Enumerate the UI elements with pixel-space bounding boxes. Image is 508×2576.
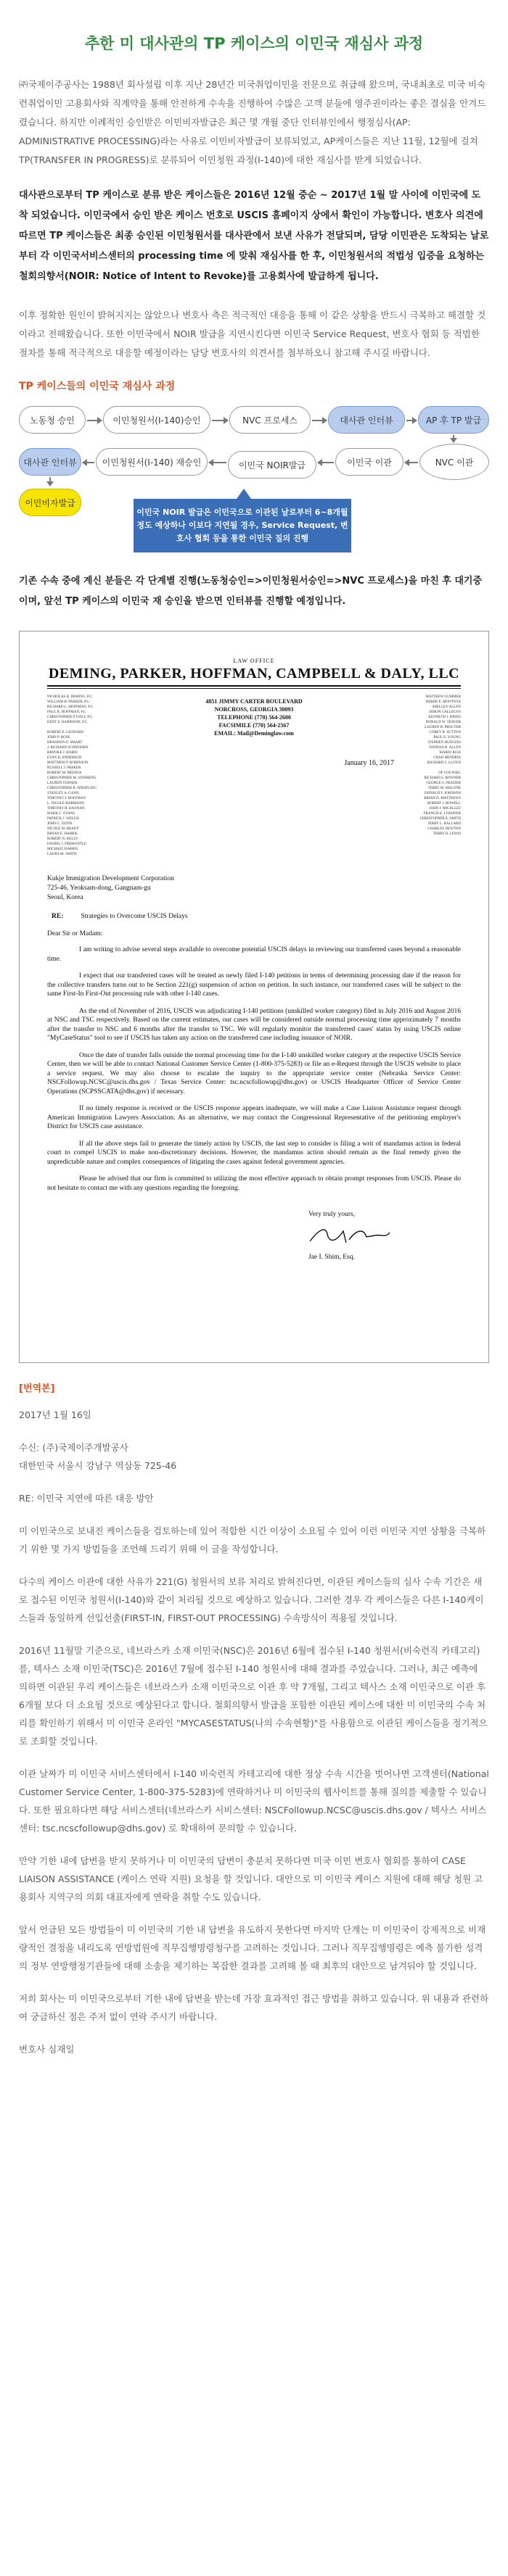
partner-name: JOHN P. ROSE [47, 736, 70, 740]
letter-closing: Very truly yours, [308, 1211, 356, 1218]
flow-arrow [405, 462, 418, 463]
letter-paragraph: If all the above steps fail to generate the timely action by USCIS, the last step to consider is filing a writ of mandamus action in federal court to compel USCIS to make non-discretionary decisions. However, the mandamus action should remain as the final remedy given the unpredictable nature and complex consequences of litigating the cases against federal government agencies. [47, 1140, 461, 1166]
partner-name: MARIO RUIZ [439, 751, 461, 755]
partner-name: BRIAN D. MATTHEWS [424, 797, 461, 800]
partner-name: BROOKE J. BAIRD [47, 751, 78, 755]
partner-name: TIMOTHY J. HOFFMAN [47, 797, 86, 800]
partner-name: NICOLE M. BRADY [47, 827, 80, 831]
partner-name: CHRISTOPHER M. STEPHENS [47, 776, 97, 780]
partner-name: MATTHEW GUMMER [425, 695, 461, 699]
letter-recipient [47, 874, 461, 903]
partner-name: RICHARD L. HOFFMAN, P.C. [47, 705, 94, 709]
status-paragraph: 기존 수속 중에 계신 분들은 각 단계별 진행(노동청승인=>이민청원서승인=>NVC 프로세스)을 마친 후 대기중이며, 앞선 TP 케이스의 이민국 재 승인을 받으면 인터뷰를 진행할 예정입니다. [19, 576, 483, 607]
partner-name: MATTHEW P. ROBINSON [47, 761, 89, 765]
recipient-line: 725-46, Yeoksam-dong, Gangnam-gu [47, 885, 151, 892]
translation-recipient: 수신: (주)국제이주개발공사 대한민국 서울시 강남구 역삼동 725-46 [19, 1442, 177, 1471]
partner-name: PAUL D. YOUNG [433, 736, 461, 740]
flow-node-labor-approval: 노동청 승인 [19, 406, 86, 434]
partner-name: JOHN J. MICALLEF [429, 807, 461, 811]
partner-name: RICHARD S. BOWNER [424, 776, 461, 780]
re-text: Strategies to Overcome USCIS Delays [81, 913, 188, 920]
letter-paragraph: Please be advised that our firm is committed to utilizing the most effective approach to obtain prompt responses from USCIS. Please do not hesitate to contact me with any questions regarding the foregoing. [47, 1175, 461, 1192]
letter-paragraph: I expect that our transferred cases will be treated as newly filed I-140 petitions in terms of determining processing date if the reason for the collective transfers turns out to be Section 221(g) suspension of action on petition. In such instance, our transferred cases will be subject to the same First-In First-Out processing rule with other I-140 cases. [47, 972, 461, 998]
partner-name: BRANDON E. SMART [47, 741, 83, 745]
process-heading: TP 케이스들의 이민국 재심사 과정 [19, 381, 176, 392]
partner-name: TERRY M. MALONE [427, 787, 461, 790]
partner-name: NATHAN R. ALLEN [429, 746, 461, 750]
letter-date: January 16, 2017 [344, 759, 394, 767]
letter-partners-right [394, 695, 461, 857]
re-label: RE: [52, 913, 64, 920]
partner-name: WILLIAM B. PARKER, P.C. [47, 700, 91, 704]
letter-body [47, 945, 461, 1193]
partner-name: OF COUNSEL [438, 771, 461, 775]
letter-firm-name: DEMING, PARKER, HOFFMAN, CAMPBELL & DALY, LLC [48, 666, 460, 682]
partner-name [394, 766, 461, 771]
letter-partners-left [47, 695, 114, 857]
partner-name: SIMON GALLEGOS [429, 711, 461, 714]
translation-subject: RE: 이민국 지연에 따른 대응 방안 [19, 1493, 154, 1504]
partner-name: JOHN C. DUNN [47, 822, 73, 826]
intro-paragraph-1: ㈜국제이주공사는 1988년 회사설립 이후 지난 28년간 미국취업이민을 전문으로 취급해 왔으며, 국내최초로 미국 비숙련취업이민 고용회사와 직계약을 통해 안전하게 수속을 진행하여 수많은 고객 분들에 영주권이라는 좋은 결실을 안겨드렸습니다. 하지만 이례적인 승인받은 이민비자발급은 최근 몇 개월 중단 인터뷰인에서 행정심사(AP: ADMINISTRATIVE PROCESSING)라는 사유로 이민비자발급이 보류되었고, AP케이스들은 지난 11월, 12월에 걸쳐 TP(TRANSFER IN PROGRESS)로 분류되어 이민청원 과정(I-140)에 대한 재심사를 받게 되었습니다. [19, 79, 486, 165]
process-flowchart [19, 400, 489, 554]
translation-paragraph: 다수의 케이스 이관에 대한 사유가 221(G) 청원서의 보류 처리로 밝혀진다면, 이관된 케이스들의 심사 수속 기간은 새로 접수된 이민국 청원서(I-140)와 같이 처리될 것으로 예상하고 있습니다. 그러한 경우 각 케이스들은 다른 I-140케이스들과 동일하게 선입선출(FIRST-IN, FIRST-OUT PROCESSING) 수속방식이 적용될 것입니다. [19, 1576, 484, 1623]
partner-name [47, 725, 114, 730]
flow-arrow [209, 462, 226, 463]
partner-name: LAURA M. SMITH [47, 853, 77, 856]
partner-name: KENT E. HARRISON, P.C. [47, 721, 89, 724]
partner-name: LAUREN TURNER [47, 782, 78, 785]
partner-name: EVAN B. ANDERSON [47, 756, 82, 760]
letter-divider [47, 685, 461, 687]
flow-arrow [212, 420, 228, 421]
translation-paragraph: 2016년 11월말 기준으로, 네브라스카 소재 이민국(NSC)은 2016년 6월에 접수된 I-140 청원서(비숙련직 카테고리)를, 텍사스 소재 이민국(TSC)은 2016년 7월에 접수된 I-140 청원서에 대해 결과를 주었습니다. 그러나, 최근 예측에 의하면 이관된 우리 케이스들은 네브라스카 소재 이민국으로 이관 후 약 7개월, 그리고 텍사스 소재 이민국으로 이관 후 6개월 보다 더 소요될 것으로 예상된다고 합니다. 철회의향서 발급을 포함한 이관된 케이스에 대한 미 이민국의 수속 처리를 확인하기 위해서 미 이민국 온라인 "MYCASESTATUS(나의 수속현황)"를 사용함으로 이관된 케이스들을 정기적으로 조회할 것입니다. [19, 1645, 488, 1747]
partner-name: CHARLES NEWTON [427, 827, 461, 831]
partner-name: DONALD W. TRAVER [425, 721, 461, 724]
letter-subject [47, 913, 461, 920]
letter-header [47, 695, 461, 857]
recipient-line: Kukje Immigration Development Corporation [47, 875, 174, 882]
partner-name: CHAD HENDRIX [433, 756, 461, 760]
attorney-letter-image [19, 631, 489, 1363]
partner-name: ROBERT E. LEONARD [47, 731, 84, 734]
page-title: 추한 미 대사관의 TP 케이스의 이민국 재심사 과정 [84, 35, 424, 52]
flow-node-uscis-transfer: 이민국 이관 [335, 448, 403, 476]
flow-node-i140-reapproval: 이민청원서(I-140) 재승인 [96, 448, 208, 476]
translation-paragraph: 미 이민국으로 보내진 케이스들을 검토하는데 있어 적합한 시간 이상이 소요될 수 있어 이런 이민국 지연 상황을 극복하기 위한 몇 가지 방법들을 조언해 드리기 위해 이 글을 작성합니다. [19, 1525, 486, 1554]
letter-paragraph: I am writing to advise several steps available to overcome potential USCIS delays in reviewing our transferred cases beyond a reasonable time. [47, 946, 461, 963]
translation-heading: [번역본] [19, 1383, 55, 1394]
partner-name: RUSSELL J. PARKER [47, 766, 81, 770]
flow-node-i140-approval: 이민청원서(I-140)승인 [103, 406, 210, 434]
partner-name: NICHOLAS B. DEMING, P.C. [47, 695, 93, 699]
partner-name: MARK C. EVANS [47, 812, 75, 816]
letter-paragraph: As the end of November of 2016, USCIS was adjudicating I-140 petitions (unskilled worker category) filed in July 2016 and August 2016 at NSC and TSC respectively. Based on the current estimates, our cases will be considered outside normal processing time approximately 7 months after the transfer to NSC and 6 months after the transfer to TSC. We will regularly monitor the transferred cases' status by using USCIS online "MyCaseStatus" tool to see if USCIS has taken any action on the transferred case including issuance of NOIR. [47, 1007, 461, 1042]
flow-arrow [312, 420, 327, 421]
flow-arrow [406, 420, 417, 421]
partner-name: CHRISTOPHER R. SPRATLING [47, 787, 97, 790]
partner-name: CHRISTOPHER E. SMITH [419, 817, 461, 821]
letter-law-office: LAW OFFICE [233, 658, 275, 664]
partner-name: COREY R. SUTTON [429, 731, 461, 734]
translation-paragraph: 저희 회사는 미 이민국으로부터 기한 내에 답변을 받는데 가장 효과적인 접근 방법을 취하고 있습니다. 위 내용과 관련하여 궁금하신 점은 주저 없이 연락 주시기 바랍니다. [19, 1993, 489, 2022]
noir-callout: 이민국 NOIR 발급은 이민국으로 이관된 날로부터 6~8개월 정도 예상하나 이보다 지연될 경우, Service Request, 변호사 협회 등을 통한 이민국 질의 진행 [134, 499, 351, 552]
address-line: EMAIL: Mail@Deminglaw.com [214, 730, 294, 737]
address-line: 4851 JIMMY CARTER BOULEVARD [205, 698, 303, 705]
partner-name: PATRICK J. WELCH [47, 817, 79, 821]
translation-signer: 변호사 심재일 [19, 2044, 75, 2055]
flow-node-nvc-process: NVC 프로세스 [229, 406, 311, 434]
address-line: TELEPHONE (770) 564-2600 [217, 714, 291, 721]
letter-paragraph: If no timely response is received or the USCIS response appears inadequate, we will make a Case Liaison Assistance request through American Immigration Lawyers Association. As an alternative, we may contact the Congressional Representative of the petitioning employer's District for USCIS case assistance. [47, 1105, 461, 1130]
partner-name: PAUL R. HOFFMAN, P.C. [47, 711, 87, 714]
partner-name: GEORGE S. FRAZIER [426, 782, 461, 785]
flow-node-ap-tp: AP 후 TP 발급 [418, 406, 489, 434]
partner-name: KENNETH J. HINDS [428, 716, 461, 719]
flow-node-visa-issued: 이민비자발급 [19, 489, 81, 516]
signature-image [306, 1224, 393, 1247]
partner-name: SHELLEY ALLEN [432, 705, 461, 709]
intro-strong-paragraph: 대사관으로부터 TP 케이스로 분류 받은 케이스들은 2016년 12월 중순 ~ 2017년 1월 말 사이에 이민국에 도착 되었습니다. 이민국에서 승인 받은 케이스 번호로 USCIS 홈페이지 상에서 확인이 가능합니다. 변호사 의견에 따르면 TP 케이스들은 최종 승인된 이민청원서를 대사관에서 보낸 사유가 전달되며, 담당 이민관은 도착되는 날로부터 각 이민국서비스센터의 processing time 에 맞춰 재심사를 한 후, 이민청원서의 적법성 입증을 요청하는 철회의향서(NOIR: Notice of Intent to Revoke)를 고용회사에 발급하게 됩니다. [19, 190, 489, 282]
partner-name: ROBERT N. KELLY [47, 837, 78, 841]
letter-address [114, 695, 394, 857]
partner-name: JERRY L. BALLARD [427, 822, 461, 826]
partner-name: L. NICOLE HARRISON [47, 802, 84, 805]
flow-arrow [87, 420, 102, 421]
translation-paragraph: 이관 날짜가 미 이민국 서비스센터에서 I-140 비숙련직 카테고리에 대한 정상 수속 시간을 벗어나면 고객센터(National Customer Service Center, 1-800-375-5283)에 연락하거나 미 이민국의 웹사이트를 통해 질의를 제출할 수 있습니다. 또한 필요하다면 해당 서비스센터(네브라스카 서비스센터: NSCFollowup.NCSC@uscis.dhs.gov / 텍사스 서비스센터: tsc.ncscfollowup@dhs.gov) 로 확대하여 문의할 수 있습니다. [19, 1768, 489, 1834]
partner-name: STANLEY A. GANN [47, 792, 79, 795]
flow-node-embassy-interview: 대사관 인터뷰 [328, 406, 405, 434]
partner-name: MICHAEL HARRIS [47, 848, 78, 851]
letter-salutation: Dear Sir or Madam: [47, 930, 103, 937]
flow-node-noir: 이민국 NOIR발급 [228, 451, 316, 479]
translation-paragraph: 앞서 언급된 모든 방법들이 미 이민국의 기한 내 답변을 유도하지 못한다면 마지막 단계는 미 이민국이 강제적으로 비재량적인 결정을 내리도록 연방법원에 직무집행명령청구를 고려하는 것입니다. 그러나 직무집행명령은 예측 불가한 성격의 정부 연방행정기관들에 대해 소송을 제기하는 복잡한 결과를 고려해 볼 때 최후의 대안으로 남겨둬야 할 것입니다. [19, 1924, 486, 1971]
partner-name: ROBERT M. MEDINA [47, 771, 82, 775]
partner-name: STEPHEN HUDGINS [427, 741, 461, 745]
partner-name: DANIEL J. FREMANTLE [47, 842, 87, 846]
callout-pointer [237, 489, 251, 499]
flow-arrow [318, 462, 334, 463]
address-line: NORCROSS, GEORGIA 30093 [214, 706, 294, 713]
partner-name: LAUREN B. PROCTER [425, 726, 461, 729]
flow-arrow [83, 462, 94, 463]
translation-date: 2017년 1월 16일 [19, 1409, 91, 1420]
flow-arrow-down [49, 477, 51, 486]
address-line: FACSIMILE (770) 564-2567 [218, 722, 290, 729]
partner-name: ROBERT J. HOWELL [427, 802, 461, 805]
partner-name: DEREK E. MONTOYA [425, 700, 461, 704]
flow-arrow-down [453, 435, 454, 442]
partner-name: CHRISTOPHER P. DALY, P.C. [47, 716, 94, 719]
partner-name: BRYAN E. HARRIS [47, 832, 78, 836]
partner-name: TIMOTHY R. HANNAN [47, 807, 85, 811]
recipient-line: Seoul, Korea [47, 894, 83, 901]
partner-name: DONALD F. JOHNSON [424, 792, 461, 795]
translation-paragraph: 만약 기한 내에 답변을 받지 못하거나 미 이민국의 답변이 충분치 못하다면 미국 이민 변호사 협회를 통하여 CASE LIAISON ASSISTANCE (케이스 연락 지원) 요청을 할 것입니다. 대안으로 미 이민국 케이스 지원에 대해 해당 청원 고용회사 지역구의 의회 대표자에게 연락을 취할 수도 있습니다. [19, 1855, 483, 1902]
partner-name: RICHARD L. LLOYD [427, 761, 461, 765]
letter-divider [47, 688, 461, 689]
flow-node-embassy-interview-2: 대사관 인터뷰 [19, 448, 81, 476]
partner-name: TERRY B. LEWIS [433, 832, 461, 836]
partner-name: FRANCIS E. LOEHNER [423, 812, 461, 816]
letter-signer: Jae I. Shim, Esq. [308, 1254, 355, 1261]
intro-paragraph-2: 이후 정확한 원인이 밝혀지지는 않았으나 변호사 측은 적극적인 대응을 통해 이 같은 상황을 반드시 극복하고 해결할 것이라고 전해왔습니다. 또한 이민국에서 NOIR 발급을 지연시킨다면 이민국 Service Request, 변호사 협회 등 적법한 절차를 통해 적극적으로 대응할 예정이라는 담당 변호사의 의견서를 첨부하오니 참고해 주시길 바랍니다. [19, 310, 486, 358]
letter-paragraph: Once the date of transfer falls outside the normal processing time for the I-140 unskilled worker category at the respective USCIS Service Center, then we will be able to contact National Customer Service Center (1-800-375-5283) or file an e-Request through the USCIS website to place a service request. We may also choose to escalate the inquiry to the appropriate service center (Nebraska Service Center: NSCFollowup.NCSC@uscis.dhs.gov / Texas Service Center: tsc.ncscfollowup@dhs.gov) or USCIS Headquarter Officer of Service Center Operations (SCPSSCATA@dhs.gov) if necessary. [47, 1051, 461, 1096]
partner-name: J. RICHARD SCHNEIDER [47, 746, 89, 750]
flow-node-nvc-transfer: NVC 이관 [419, 444, 489, 480]
